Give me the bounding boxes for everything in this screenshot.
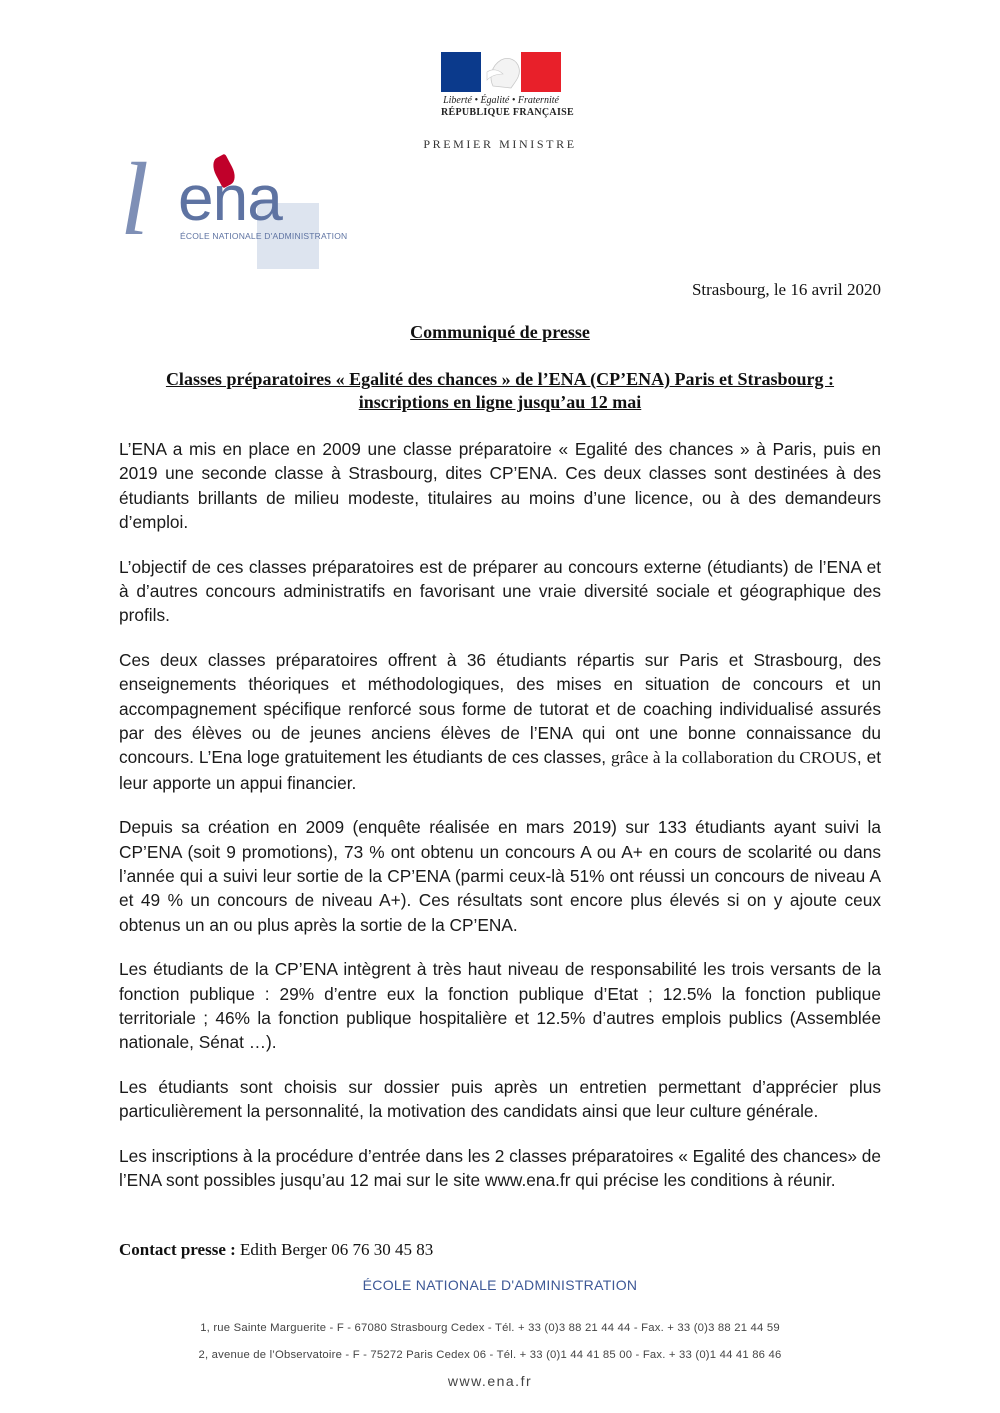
paragraph-7: Les inscriptions à la procédure d’entrée dans les 2 classes préparatoires « Egalité des chances» de l’ENA sont possibles jusqu’au 12 mai sur le site www.ena.fr qui précise les conditions à réunir. <box>119 1146 881 1191</box>
ena-logo-wordmark: ena <box>178 162 282 234</box>
ena-logo-subtitle: ÉCOLE NATIONALE D'ADMINISTRATION <box>180 231 348 241</box>
press-contact-label: Contact presse : <box>119 1240 236 1259</box>
ena-logo-script-l: l <box>120 142 149 257</box>
ena-logo <box>120 142 370 270</box>
paragraph-3-crous: grâce à la collaboration du CROUS <box>611 748 857 768</box>
press-contact-value: Edith Berger 06 76 30 45 83 <box>235 1240 434 1259</box>
marianne-flag-icon <box>441 52 561 92</box>
press-contact <box>119 1240 433 1260</box>
headline: Classes préparatoires « Egalité des chances » de l’ENA (CP’ENA) Paris et Strasbourg : inscriptions en ligne jusqu’au 12 mai <box>165 369 835 412</box>
paragraph-3-part-3: , et leur apporte un appui financier. <box>119 747 881 793</box>
paragraph-2: L’objectif de ces classes préparatoires est de préparer au concours externe (étudiants) de l’ENA et à d’autres concours administratifs en favorisant une vraie diversité sociale et géographique des profils. <box>119 556 881 626</box>
paragraph-4: Depuis sa création en 2009 (enquête réalisée en mars 2019) sur 133 étudiants ayant suivi la CP’ENA (soit 9 promotions), 73 % ont obtenu un concours A ou A+ en cours de scolarité ou dans l’année qui a suivi leur sortie de la CP’ENA (parmi ceux-là 51% ont réussi un concours de niveau A et 49 % un concours de niveau A+). Ces résultats sont encore plus élevés si on y ajoute ceux obtenus un an ou plus après la sortie de la CP’ENA. <box>119 817 881 935</box>
footer-website-link[interactable]: www.ena.fr <box>447 1373 533 1389</box>
footer-address-strasbourg: 1, rue Sainte Marguerite - F - 67080 Strasbourg Cedex - Tél. + 33 (0)3 88 21 44 44 - Fax. + 33 (0)3 88 21 44 59 <box>200 1322 780 1334</box>
release-label: Communiqué de presse <box>410 322 590 342</box>
paragraph-3-part-1: Ces deux classes préparatoires offrent à 36 étudiants répartis sur Paris et Strasbourg, des enseignements théoriques et méthodologiques, des mises en situation de concours et un accompagnement spécifique renforcé sous forme de tutorat et de coaching individualisé assurés par des élèves ou de jeunes anciens élèves de l’ENA qui ont une bonne connaissance du concours. L’Ena loge gratuitement les étudiants de ces classes, <box>119 650 881 768</box>
paragraph-6: Les étudiants sont choisis sur dossier puis après un entretien permettant d’apprécier plus particulièrement la personnalité, la motivation des candidats ainsi que leur culture générale. <box>119 1077 881 1122</box>
republique-francaise-logo <box>441 52 574 118</box>
footer-address-paris: 2, avenue de l’Observatoire - F - 75272 Paris Cedex 06 - Tél. + 33 (0)1 44 41 85 00 - Fax. + 33 (0)1 44 41 86 46 <box>198 1349 782 1361</box>
paragraph-1: L’ENA a mis en place en 2009 une classe préparatoire « Egalité des chances » à Paris, puis en 2019 une seconde classe à Strasbourg, dites CP’ENA. Ces deux classes sont destinées à des étudiants brillants de milieu modeste, titulaires au moins d’une licence, ou à des demandeurs d’emploi. <box>119 439 881 532</box>
body-text <box>119 437 881 1213</box>
rf-motto: Liberté • Égalité • Fraternité <box>443 95 559 106</box>
footer-title: ÉCOLE NATIONALE D'ADMINISTRATION <box>362 1277 638 1293</box>
premier-ministre-label: PREMIER MINISTRE <box>423 137 577 151</box>
paragraph-3 <box>119 648 881 795</box>
paragraph-5: Les étudiants de la CP’ENA intègrent à très haut niveau de responsabilité les trois versants de la fonction publique : 29% d’entre eux la fonction publique d’Etat ; 12.5% la fonction publique territoriale ; 46% la fonction publique hospitalière et 12.5% d’autres emplois publics (Assemblée nationale, Sénat …). <box>119 959 881 1053</box>
rf-name: RÉPUBLIQUE FRANÇAISE <box>441 107 574 118</box>
dateline: Strasbourg, le 16 avril 2020 <box>691 280 881 299</box>
